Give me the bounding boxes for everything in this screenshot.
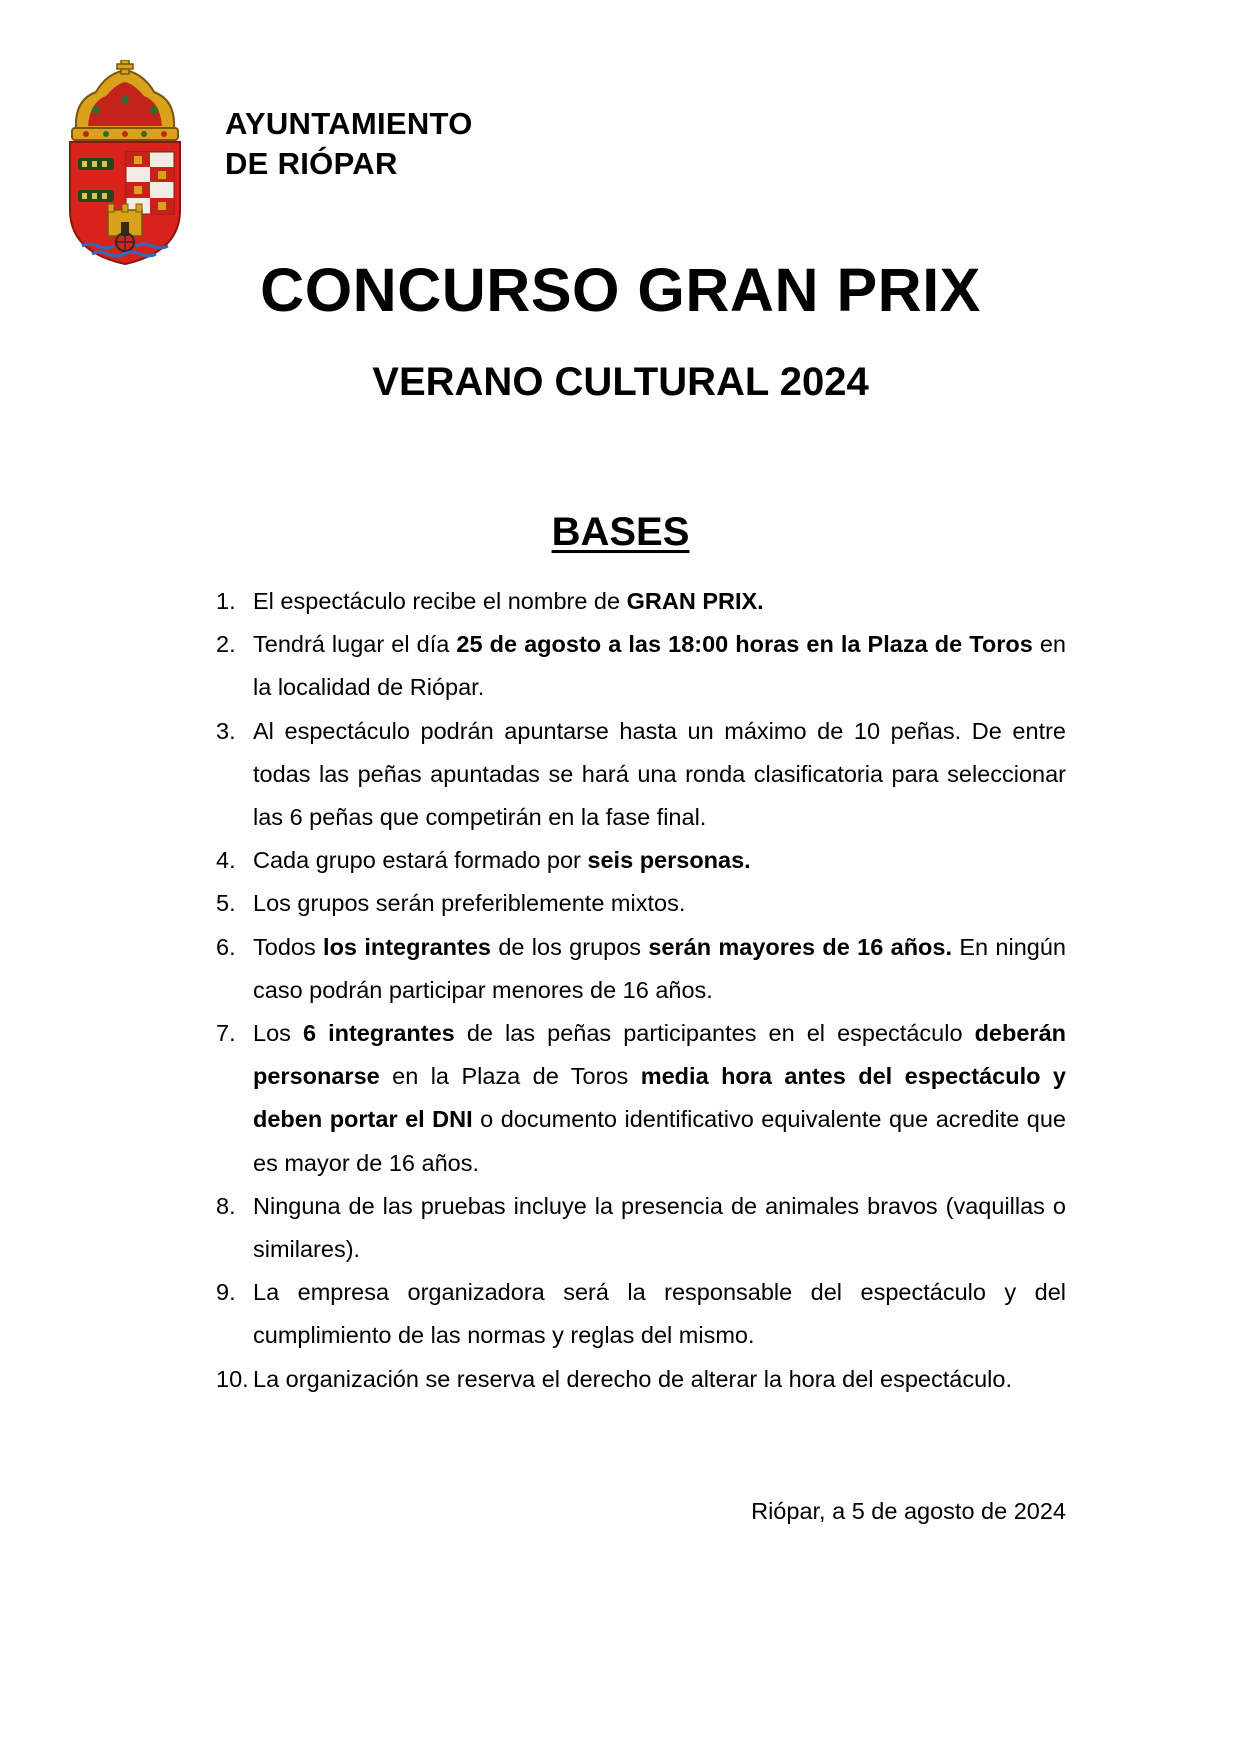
rule-number: 3. bbox=[216, 717, 236, 744]
rule-text-bold: media hora antes del espectáculo y deben portar el DNI bbox=[253, 1063, 1066, 1133]
rule-text: En ningún caso podrán participar menores de 16 años. bbox=[253, 933, 1066, 1003]
rule-number: 6. bbox=[216, 933, 236, 960]
shield-icon bbox=[70, 142, 180, 264]
rule-number: 1. bbox=[216, 588, 236, 614]
rule-number: 5. bbox=[216, 890, 236, 917]
rule-text: o documento identificativo equivalente que acredite que es mayor de 16 años. bbox=[253, 1106, 1066, 1176]
page-title: CONCURSO GRAN PRIX bbox=[260, 256, 981, 324]
rule-text-bold: los integrantes bbox=[323, 933, 491, 960]
rule-number: 4. bbox=[216, 847, 236, 874]
rule-text: Los bbox=[253, 1020, 303, 1047]
rule-text: Todos bbox=[253, 933, 324, 960]
rule-item bbox=[216, 710, 1066, 840]
rule-text: Al espectáculo podrán apuntarse hasta un máximo de 10 peñas. De entre todas las peñas apuntadas se hará una ronda clasificatoria para seleccionar las 6 peñas que competirán en la fase final. bbox=[253, 717, 1066, 831]
rule-text: en la localidad de Riópar. bbox=[253, 631, 1067, 701]
page-subtitle: VERANO CULTURAL 2024 bbox=[372, 360, 869, 404]
rules-list bbox=[216, 580, 1066, 1401]
section-heading bbox=[0, 508, 1241, 556]
section-heading-text: BASES bbox=[551, 510, 690, 554]
rule-item bbox=[216, 580, 1066, 623]
rule-number: 10. bbox=[216, 1365, 249, 1392]
rule-item bbox=[216, 1185, 1066, 1271]
rule-number: 9. bbox=[216, 1279, 236, 1306]
rule-text: Los grupos serán preferiblemente mixtos. bbox=[253, 890, 686, 917]
rule-text-bold: deberán personarse bbox=[253, 1020, 1066, 1090]
rule-text-bold: serán mayores de 16 años. bbox=[648, 933, 953, 960]
coat-of-arms-icon bbox=[66, 60, 184, 266]
rule-item bbox=[216, 623, 1066, 709]
rule-text: El espectáculo recibe el nombre de bbox=[253, 588, 627, 614]
rule-text: de las peñas participantes en el espectáculo bbox=[454, 1020, 975, 1047]
rule-text: Tendrá lugar el día bbox=[253, 631, 457, 658]
rule-text-bold: GRAN PRIX. bbox=[626, 588, 764, 614]
rule-text-bold: 6 integrantes bbox=[302, 1020, 455, 1047]
rule-item bbox=[216, 926, 1066, 1012]
signature-date: Riópar, a 5 de agosto de 2024 bbox=[751, 1498, 1066, 1524]
rule-text-bold: seis personas. bbox=[587, 847, 751, 874]
org-line-1: AYUNTAMIENTO bbox=[225, 106, 473, 141]
rule-item bbox=[216, 1271, 1066, 1357]
rule-number: 7. bbox=[216, 1020, 236, 1047]
rule-text: de los grupos bbox=[491, 933, 649, 960]
org-line-2: DE RIÓPAR bbox=[225, 146, 398, 181]
rule-item bbox=[216, 839, 1066, 882]
crown-icon bbox=[72, 60, 178, 140]
rule-text-bold: 25 de agosto a las 18:00 horas en la Plaza de Toros bbox=[456, 631, 1033, 658]
rule-number: 8. bbox=[216, 1192, 236, 1219]
rule-item bbox=[216, 1012, 1066, 1185]
municipality-name bbox=[225, 104, 473, 184]
rule-item bbox=[216, 1358, 1066, 1401]
rule-text: La empresa organizadora será la responsable del espectáculo y del cumplimiento de las normas y reglas del mismo. bbox=[253, 1279, 1066, 1349]
rule-item bbox=[216, 882, 1066, 925]
rule-text: La organización se reserva el derecho de alterar la hora del espectáculo. bbox=[253, 1365, 1012, 1392]
rule-number: 2. bbox=[216, 631, 236, 658]
rule-text: Ninguna de las pruebas incluye la presencia de animales bravos (vaquillas o similares). bbox=[253, 1192, 1066, 1263]
rule-text: en la Plaza de Toros bbox=[379, 1063, 641, 1090]
rule-text: Cada grupo estará formado por bbox=[253, 847, 588, 874]
